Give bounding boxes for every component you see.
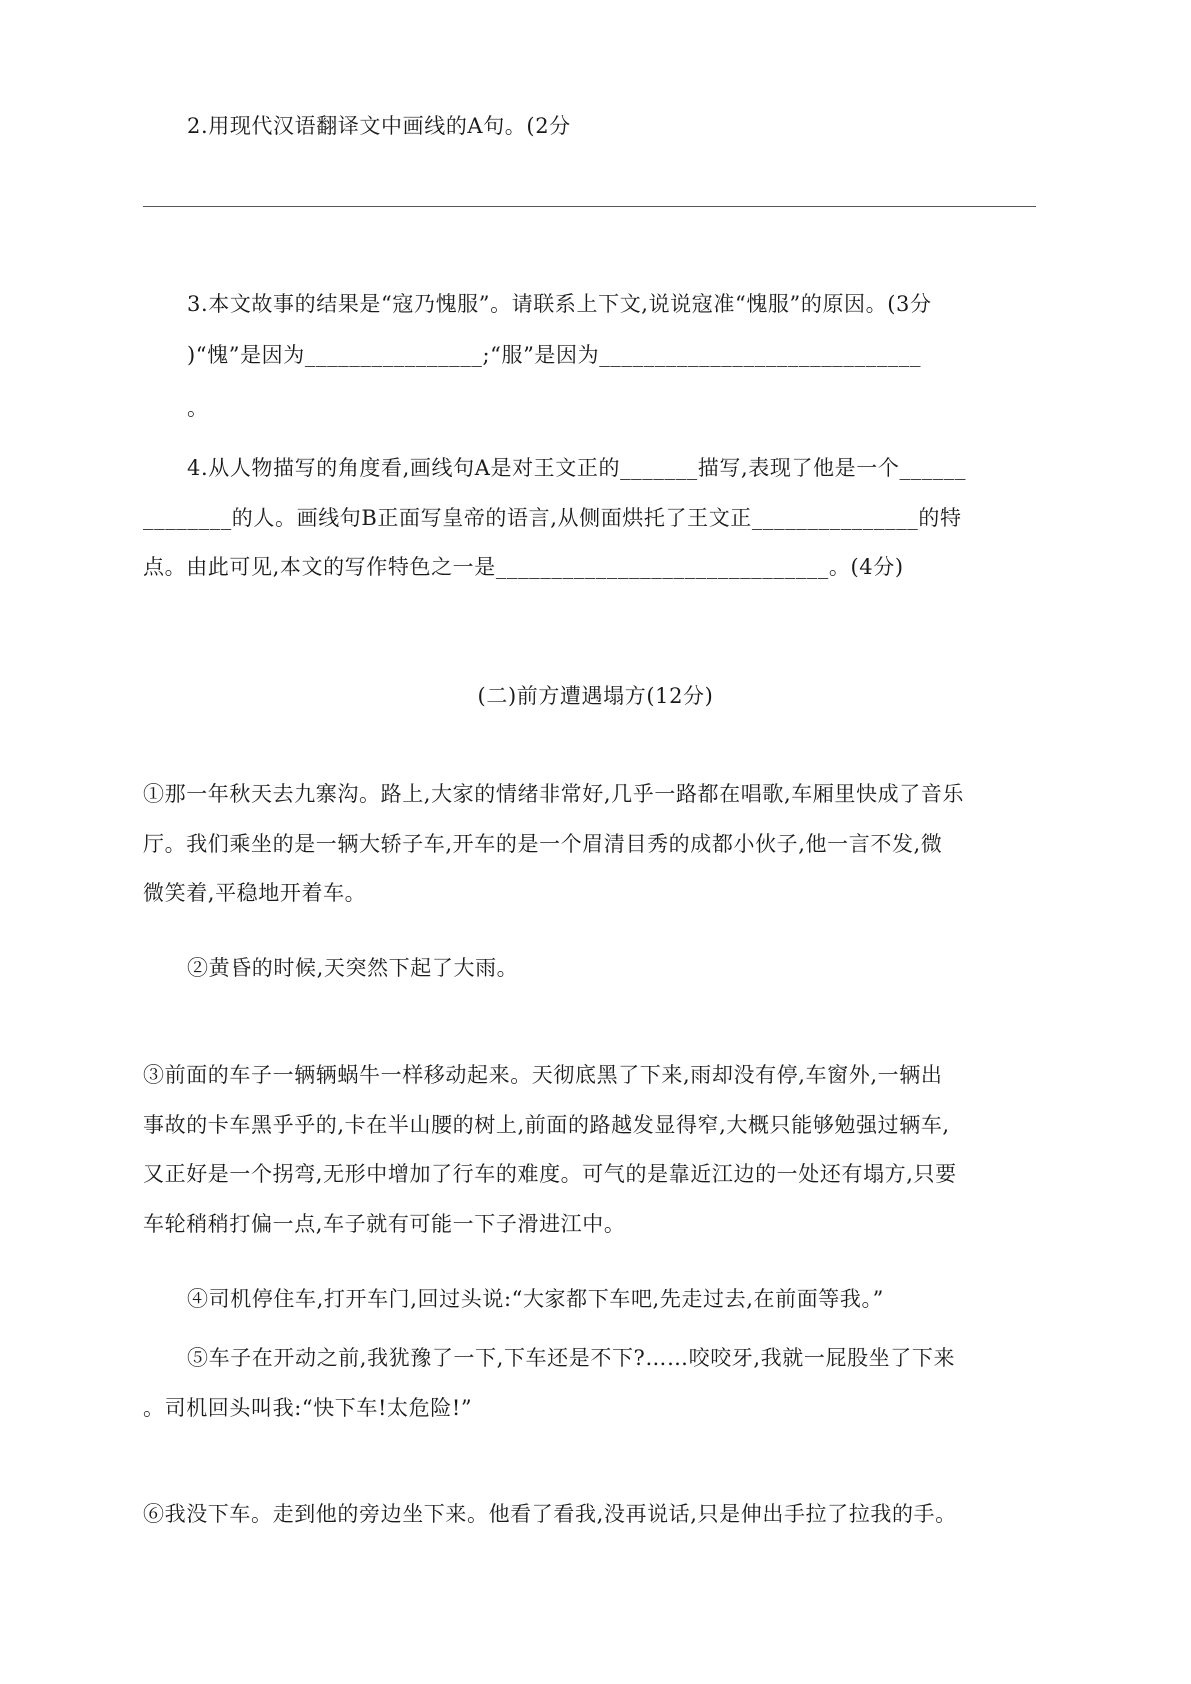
paragraph-2: ②黄昏的时候,天突然下起了大雨。: [187, 956, 519, 980]
question-4-line-3: 点。由此可见,本文的写作特色之一是______________________________。(4分): [143, 555, 904, 579]
question-2-text: 2.用现代汉语翻译文中画线的A句。(2分: [187, 114, 571, 138]
paragraph-4: ④司机停住车,打开车门,回过头说:“大家都下车吧,先走过去,在前面等我。”: [187, 1287, 884, 1311]
paragraph-3-line-3: 又正好是一个拐弯,无形中增加了行车的难度。可气的是靠近江边的一处还有塌方,只要: [143, 1162, 957, 1186]
paragraph-6: ⑥我没下车。走到他的旁边坐下来。他看了看我,没再说话,只是伸出手拉了拉我的手。: [143, 1502, 957, 1526]
question-3-line-3: 。: [187, 396, 209, 420]
paragraph-1-line-3: 微笑着,平稳地开着车。: [143, 881, 367, 905]
paragraph-1-line-1: ①那一年秋天去九寨沟。路上,大家的情绪非常好,几乎一路都在唱歌,车厢里快成了音乐: [143, 782, 965, 806]
question-3-line-1: 3.本文故事的结果是“寇乃愧服”。请联系上下文,说说寇准“愧服”的原因。(3分: [187, 292, 932, 316]
paragraph-3-line-1: ③前面的车子一辆辆蜗牛一样移动起来。天彻底黑了下来,雨却没有停,车窗外,一辆出: [143, 1063, 943, 1087]
paragraph-5-line-2: 。司机回头叫我:“快下车!太危险!”: [143, 1396, 473, 1420]
paragraph-5-line-1: ⑤车子在开动之前,我犹豫了一下,下车还是不下?……咬咬牙,我就一屁股坐了下来: [187, 1346, 956, 1370]
paragraph-3-line-2: 事故的卡车黑乎乎的,卡在半山腰的树上,前面的路越发显得窄,大概只能够勉强过辆车,: [143, 1113, 950, 1137]
question-4-line-2: ________的人。画线句B正面写皇帝的语言,从侧面烘托了王文正_______________的特: [143, 506, 962, 530]
answer-blank-line: [143, 206, 1036, 207]
section-title: (二)前方遭遇塌方(12分): [477, 684, 714, 708]
question-4-line-1: 4.从人物描写的角度看,画线句A是对王文正的_______描写,表现了他是一个______: [187, 456, 967, 480]
paragraph-1-line-2: 厅。我们乘坐的是一辆大轿子车,开车的是一个眉清目秀的成都小伙子,他一言不发,微: [143, 832, 943, 856]
question-3-line-2: )“愧”是因为________________;“服”是因为_____________________________: [187, 343, 922, 367]
paragraph-3-line-4: 车轮稍稍打偏一点,车子就有可能一下子滑进江中。: [143, 1212, 626, 1236]
